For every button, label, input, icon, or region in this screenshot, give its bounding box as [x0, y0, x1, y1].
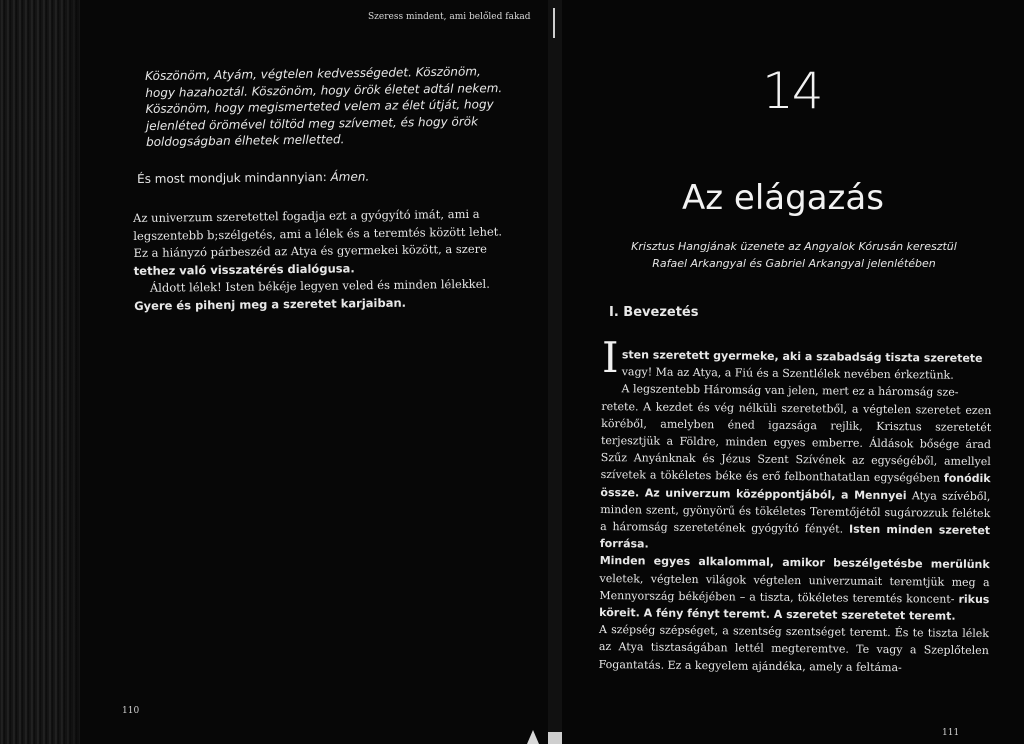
page-number-right: 111	[942, 728, 960, 738]
page-edge-fade	[60, 0, 100, 744]
bold-text: fonódik össze. Az univerzum középpontjából, a Mennyei	[600, 472, 991, 502]
subtitle-line: Krisztus Hangjának üzenete az Angyalok Kórusán keresztül	[631, 240, 957, 253]
body-text: veletek, végtelen világok végtelen univerzumait teremtjük meg a Mennyország békéjében – a tiszta, tökéletes teremtés koncent-	[599, 571, 990, 606]
amen-word: Ámen.	[330, 169, 370, 184]
page-number-left: 110	[122, 706, 140, 716]
left-body-text	[133, 205, 514, 315]
body-text: retete. A kezdet és vég nélküli szeretetből, a végtelen szeretet ezen köréből, amelyben éned igazsága rejlik, Krisztus szeretetét terjesztjük a Földre, minden egyes emberre. Áldások bősége árad Szűz Anyánknak és Jézus Szent Szívének az egységéből, amellyel szívetek a tökéletes béke és erő felbonthatatlan egységében	[600, 399, 992, 485]
bold-text: rikus köreit. A fény fényt teremt. A szeretet szeretetet teremt.	[599, 592, 990, 623]
body-paragraph: A szépség szépséget, a szentség szentséget teremt. És te tiszta lélek az Atya tisztaságában lettél megteremtve. Te vagy a Szeplőtelen Fogantatás. Ez a kegyelem ajándéka, amely a feltáma-	[598, 623, 990, 674]
section-title: I. Bevezetés	[609, 305, 699, 320]
blessing-line: Áldott lélek! Isten békéje legyen veled és minden lélekkel.	[149, 276, 490, 295]
body-line: Az univerzum szeretettel fogadja ezt a gyógyító imát, ami a	[133, 206, 480, 225]
body-line: legszentebb b;szélgetés, ami a lélek és a teremtés között lehet.	[133, 223, 503, 243]
amen-line	[137, 170, 369, 186]
prayer-italic-block	[145, 63, 516, 151]
chapter-subtitle	[609, 238, 979, 272]
prayer-line: hogy hazahoztál. Köszönöm, hogy örök életet adtál nekem.	[145, 80, 503, 100]
body-line: vagy! Ma az Atya, a Fiú és a Szentlélek nevében érkeztünk.	[621, 365, 954, 382]
drop-cap: I	[602, 333, 619, 382]
right-page	[562, 0, 1024, 744]
chapter-number: 14	[762, 62, 822, 120]
subtitle-line: Rafael Arkangyal és Gabriel Arkangyal jelenlétében	[652, 257, 936, 270]
prayer-line: Köszönöm, Atyám, végtelen kedvességedet. Köszönöm,	[145, 64, 481, 83]
chapter-title: Az elágazás	[682, 178, 884, 218]
bold-text: Gyere és pihenj meg a szeretet karjaiban.	[134, 295, 407, 313]
bold-text: tethez való visszatérés dialógusa.	[133, 260, 355, 278]
prayer-line: jelenléted örömével töltöd meg szívemet, és hogy örök	[145, 113, 479, 133]
body-line: Ez a hiányzó párbeszéd az Atya és gyermekei között, a szere	[133, 241, 488, 260]
amen-prefix: És most mondjuk mindannyian:	[137, 169, 331, 186]
bold-text: Minden egyes alkalommal, amikor beszélgetésbe merülünk	[599, 554, 990, 572]
bold-text: Isten minden szeretet forrása.	[599, 522, 991, 551]
book-gutter	[548, 0, 562, 744]
bold-text: sten szeretett gyermeke, aki a szabadság tiszta szeretete	[621, 348, 983, 365]
body-text: Atya szívéből, minden szent, gyönyörű és tökéletes Teremtőjétől sugározzuk felétek a háromság szeretetének gyógyító fényét.	[600, 488, 991, 536]
prayer-line: Köszönöm, hogy megismerteted velem az élet útját, hogy	[145, 97, 494, 116]
body-paragraph	[599, 552, 990, 625]
running-header: Szeress mindent, ami belőled fakad	[368, 12, 531, 22]
prayer-line: boldogságban élhetek melletted.	[145, 132, 345, 149]
body-line: A legszentebb Háromság van jelen, mert ez a háromság sze-	[621, 382, 959, 400]
spine-mark	[527, 730, 539, 744]
right-body-text	[599, 346, 992, 677]
body-paragraph	[600, 398, 992, 557]
